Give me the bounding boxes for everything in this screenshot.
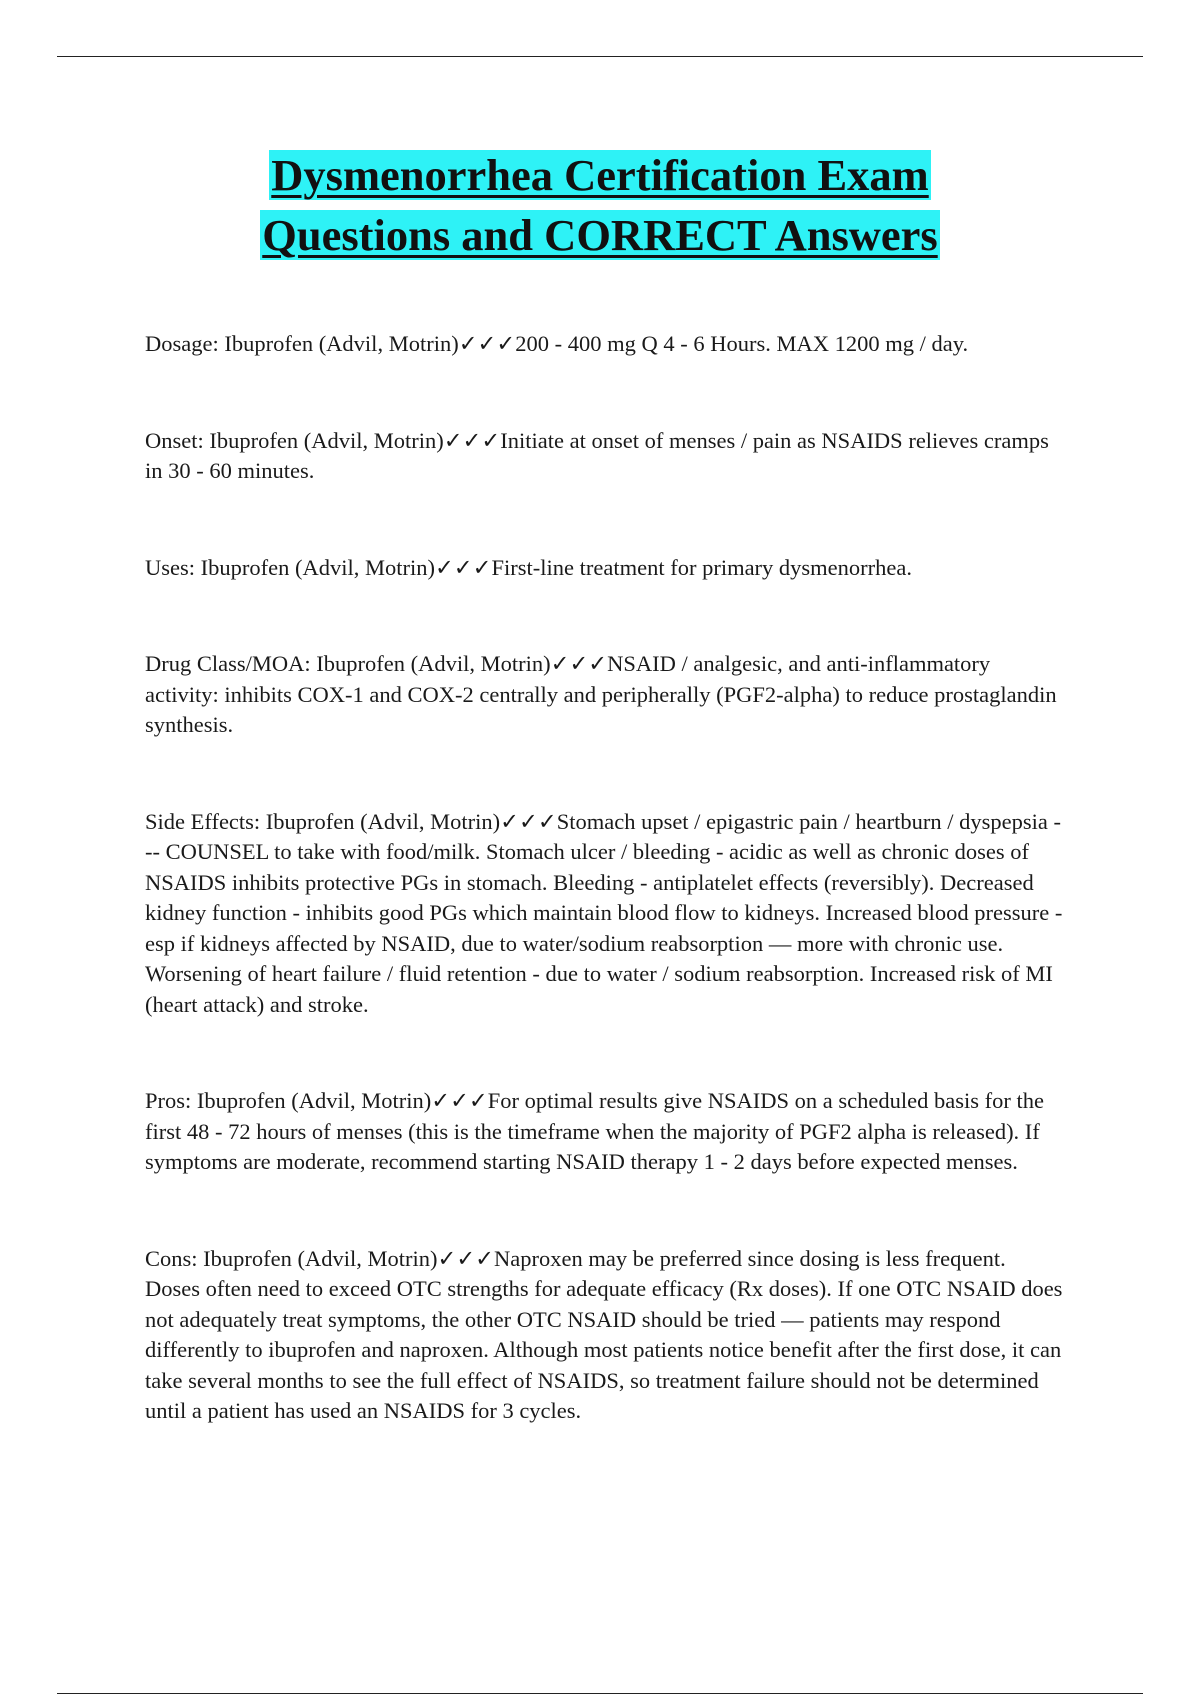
qa-item-dosage xyxy=(145,329,1065,360)
qa-item-side-effects xyxy=(145,807,1065,1021)
bottom-rule xyxy=(57,1693,1143,1694)
qa-item-cons xyxy=(145,1244,1065,1427)
answer-text: NSAID / analgesic, and anti-inflammatory activity: inhibits COX-1 and COX-2 centrally and peripherally (PGF2-alpha) to reduce prostaglandin synthesis. xyxy=(145,651,1057,737)
answer-text: For optimal results give NSAIDS on a scheduled basis for the first 48 - 72 hours of menses (this is the timeframe when the majority of PGF2 alpha is released). If symptoms are moderate, recommend starting NSAID therapy 1 - 2 days before expected menses. xyxy=(145,1088,1044,1174)
question-text: Dosage: Ibuprofen (Advil, Motrin) xyxy=(145,331,459,356)
qa-item-drug-class xyxy=(145,649,1065,741)
checkmark-icon: ✓✓✓ xyxy=(458,331,516,356)
qa-item-uses xyxy=(145,553,1065,584)
checkmark-icon: ✓✓✓ xyxy=(431,1088,488,1113)
question-text: Uses: Ibuprofen (Advil, Motrin) xyxy=(145,554,435,580)
question-text: Cons: Ibuprofen (Advil, Motrin) xyxy=(145,1245,438,1271)
question-text: Pros: Ibuprofen (Advil, Motrin) xyxy=(145,1088,432,1113)
checkmark-icon: ✓✓✓ xyxy=(443,427,501,453)
checkmark-icon: ✓✓✓ xyxy=(550,651,608,676)
checkmark-icon: ✓✓✓ xyxy=(434,554,492,580)
document-title xyxy=(0,145,1200,265)
answer-text: Initiate at onset of menses / pain as NSAIDS relieves cramps in 30 - 60 minutes. xyxy=(145,427,1049,483)
title-line-1: Dysmenorrhea Certification Exam xyxy=(271,150,929,200)
answer-text: 200 - 400 mg Q 4 - 6 Hours. MAX 1200 mg / day. xyxy=(515,331,969,356)
answer-text: First-line treatment for primary dysmenorrhea. xyxy=(491,554,913,580)
qa-item-pros xyxy=(145,1086,1065,1178)
checkmark-icon: ✓✓✓ xyxy=(500,808,557,834)
qa-list xyxy=(145,329,1065,1427)
qa-item-onset xyxy=(145,426,1065,487)
top-rule xyxy=(57,56,1143,57)
question-text: Onset: Ibuprofen (Advil, Motrin) xyxy=(145,427,444,453)
checkmark-icon: ✓✓✓ xyxy=(437,1245,495,1271)
answer-text: Stomach upset / epigastric pain / heartburn / dyspepsia --- COUNSEL to take with food/milk. Stomach ulcer / bleeding - acidic as well as chronic doses of NSAIDS inhibits protective PGs in stomach. Bleeding - antiplatelet effects (reversibly). Decreased kidney function - inhibits good PGs which maintain blood flow to kidneys. Increased blood pressure - esp if kidneys affected by NSAID, due to water/sodium reabsorption — more with chronic use. Worsening of heart failure / fluid retention - due to water / sodium reabsorption. Increased risk of MI (heart attack) and stroke. xyxy=(145,808,1063,1017)
question-text: Side Effects: Ibuprofen (Advil, Motrin) xyxy=(145,808,501,834)
question-text: Drug Class/MOA: Ibuprofen (Advil, Motrin) xyxy=(145,651,551,676)
title-line-2: Questions and CORRECT Answers xyxy=(262,210,938,260)
answer-text: Naproxen may be preferred since dosing is less frequent. Doses often need to exceed OTC strengths for adequate efficacy (Rx doses). If one OTC NSAID does not adequately treat symptoms, the other OTC NSAID should be tried — patients may respond differently to ibuprofen and naproxen. Although most patients notice benefit after the first dose, it can take several months to see the full effect of NSAIDS, so treatment failure should not be determined until a patient has used an NSAIDS for 3 cycles. xyxy=(145,1245,1063,1423)
